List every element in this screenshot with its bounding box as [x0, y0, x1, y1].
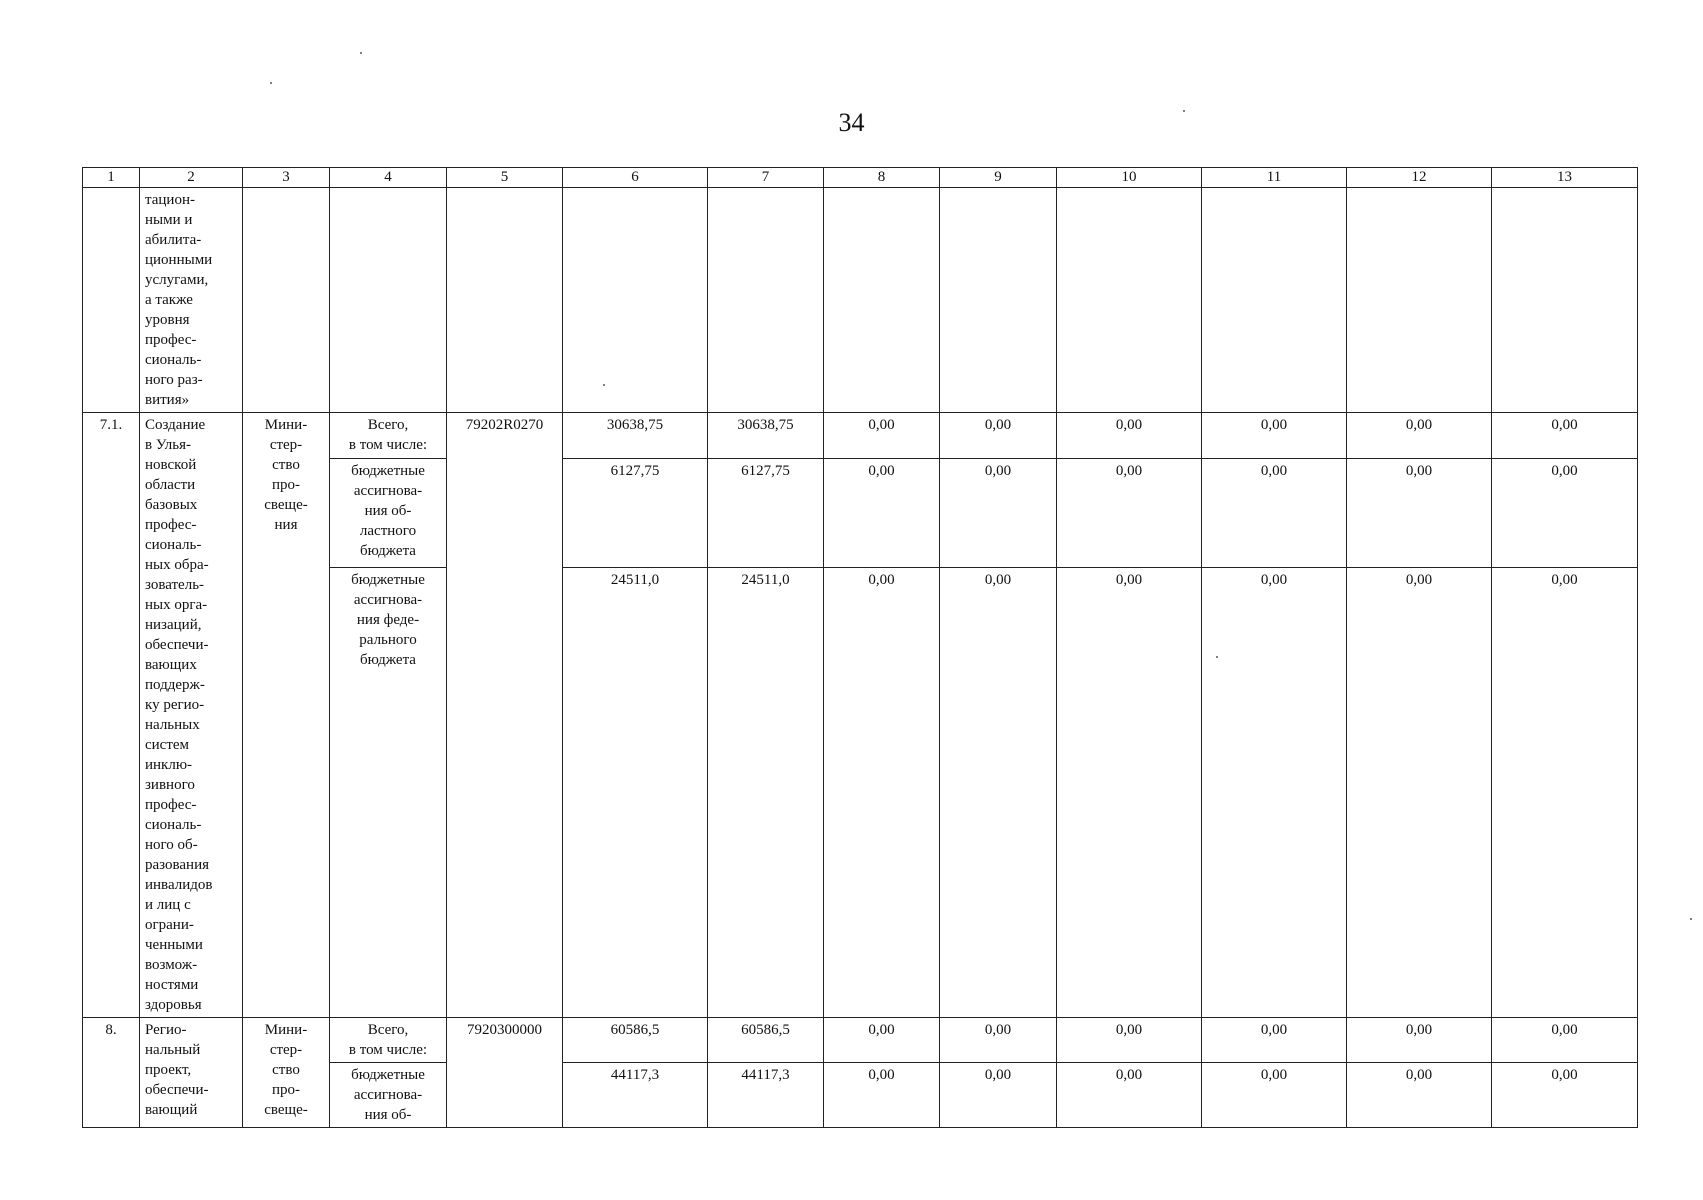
value-cell: 6127,75: [708, 459, 824, 567]
value-cell: 6127,75: [563, 459, 708, 567]
funding-source: бюджетные ассигнова- ния об- ластного бюджета: [330, 459, 447, 567]
value-cell: 0,00: [1057, 1063, 1202, 1128]
value-cell: 0,00: [1057, 413, 1202, 459]
budget-code: 79202R0270: [447, 413, 563, 1018]
scan-speck: [603, 384, 605, 386]
value-cell: 60586,5: [708, 1018, 824, 1063]
column-number: 9: [940, 168, 1057, 188]
value-cell: 0,00: [824, 1018, 940, 1063]
value-cell: 0,00: [1202, 459, 1347, 567]
budget-code: 7920300000: [447, 1018, 563, 1128]
funding-source: Всего, в том числе:: [330, 413, 447, 459]
value-cell: 0,00: [1347, 1063, 1492, 1128]
value-cell: 30638,75: [563, 413, 708, 459]
scan-speck: [1690, 918, 1692, 920]
value-cell: 0,00: [1492, 1063, 1638, 1128]
value-cell: 0,00: [824, 1063, 940, 1128]
column-number: 5: [447, 168, 563, 188]
budget-table: [82, 167, 1638, 1128]
empty-cell: [708, 188, 824, 413]
value-cell: 0,00: [1347, 567, 1492, 1017]
empty-cell: [1492, 188, 1638, 413]
value-cell: 0,00: [1492, 567, 1638, 1017]
value-cell: 0,00: [1492, 1018, 1638, 1063]
column-number: 6: [563, 168, 708, 188]
value-cell: 0,00: [940, 567, 1057, 1017]
value-cell: 60586,5: [563, 1018, 708, 1063]
value-cell: 0,00: [1492, 459, 1638, 567]
value-cell: 44117,3: [563, 1063, 708, 1128]
column-number: 12: [1347, 168, 1492, 188]
continuation-name: тацион- ными и абилита- ционными услугами, а также уровня профес- сиональ- ного раз- вития»: [140, 188, 243, 413]
value-cell: 0,00: [940, 1018, 1057, 1063]
row-number: 8.: [83, 1018, 140, 1128]
column-number: 11: [1202, 168, 1347, 188]
value-cell: 24511,0: [708, 567, 824, 1017]
table-row: [83, 1018, 1638, 1063]
empty-cell: [940, 188, 1057, 413]
empty-cell: [1057, 188, 1202, 413]
column-number: 4: [330, 168, 447, 188]
empty-cell: [83, 188, 140, 413]
scan-speck: [270, 82, 272, 84]
column-number: 7: [708, 168, 824, 188]
value-cell: 0,00: [940, 1063, 1057, 1128]
column-number-row: [83, 168, 1638, 188]
value-cell: 0,00: [1202, 1018, 1347, 1063]
event-name: Создание в Улья- новской области базовых профес- сиональ- ных обра- зователь- ных орга- низаций, обеспечи- вающих поддерж- ку регио- нальных систем инклю- зивного профес- сиональ- ного об- разования инвалидов и лиц с ограни- ченными возмож- ностями здоровья: [140, 413, 243, 1018]
table-row: [83, 413, 1638, 459]
value-cell: 30638,75: [708, 413, 824, 459]
value-cell: 0,00: [940, 459, 1057, 567]
value-cell: 0,00: [824, 567, 940, 1017]
value-cell: 0,00: [1057, 567, 1202, 1017]
column-number: 8: [824, 168, 940, 188]
empty-cell: [563, 188, 708, 413]
value-cell: 24511,0: [563, 567, 708, 1017]
value-cell: 0,00: [1347, 459, 1492, 567]
scan-speck: [360, 52, 362, 54]
scan-speck: [1216, 656, 1218, 658]
empty-cell: [824, 188, 940, 413]
value-cell: 0,00: [1492, 413, 1638, 459]
value-cell: 0,00: [1202, 413, 1347, 459]
scan-speck: [1183, 110, 1185, 112]
value-cell: 0,00: [824, 459, 940, 567]
column-number: 13: [1492, 168, 1638, 188]
column-number: 10: [1057, 168, 1202, 188]
funding-source: бюджетные ассигнова- ния феде- рального бюджета: [330, 567, 447, 1017]
empty-cell: [330, 188, 447, 413]
funding-source: Всего, в том числе:: [330, 1018, 447, 1063]
executor: Мини- стер- ство про- свеще- ния: [243, 413, 330, 1018]
value-cell: 0,00: [1202, 567, 1347, 1017]
value-cell: 0,00: [1347, 1018, 1492, 1063]
event-name: Регио- нальный проект, обеспечи- вающий: [140, 1018, 243, 1128]
empty-cell: [1202, 188, 1347, 413]
executor: Мини- стер- ство про- свеще-: [243, 1018, 330, 1128]
column-number: 1: [83, 168, 140, 188]
value-cell: 0,00: [1057, 459, 1202, 567]
column-number: 2: [140, 168, 243, 188]
table-row-continuation: [83, 188, 1638, 413]
empty-cell: [243, 188, 330, 413]
empty-cell: [447, 188, 563, 413]
value-cell: 0,00: [1057, 1018, 1202, 1063]
column-number: 3: [243, 168, 330, 188]
value-cell: 44117,3: [708, 1063, 824, 1128]
value-cell: 0,00: [940, 413, 1057, 459]
value-cell: 0,00: [1202, 1063, 1347, 1128]
value-cell: 0,00: [1347, 413, 1492, 459]
funding-source: бюджетные ассигнова- ния об-: [330, 1063, 447, 1128]
value-cell: 0,00: [824, 413, 940, 459]
page-number: 34: [838, 108, 865, 137]
row-number: 7.1.: [83, 413, 140, 1018]
empty-cell: [1347, 188, 1492, 413]
